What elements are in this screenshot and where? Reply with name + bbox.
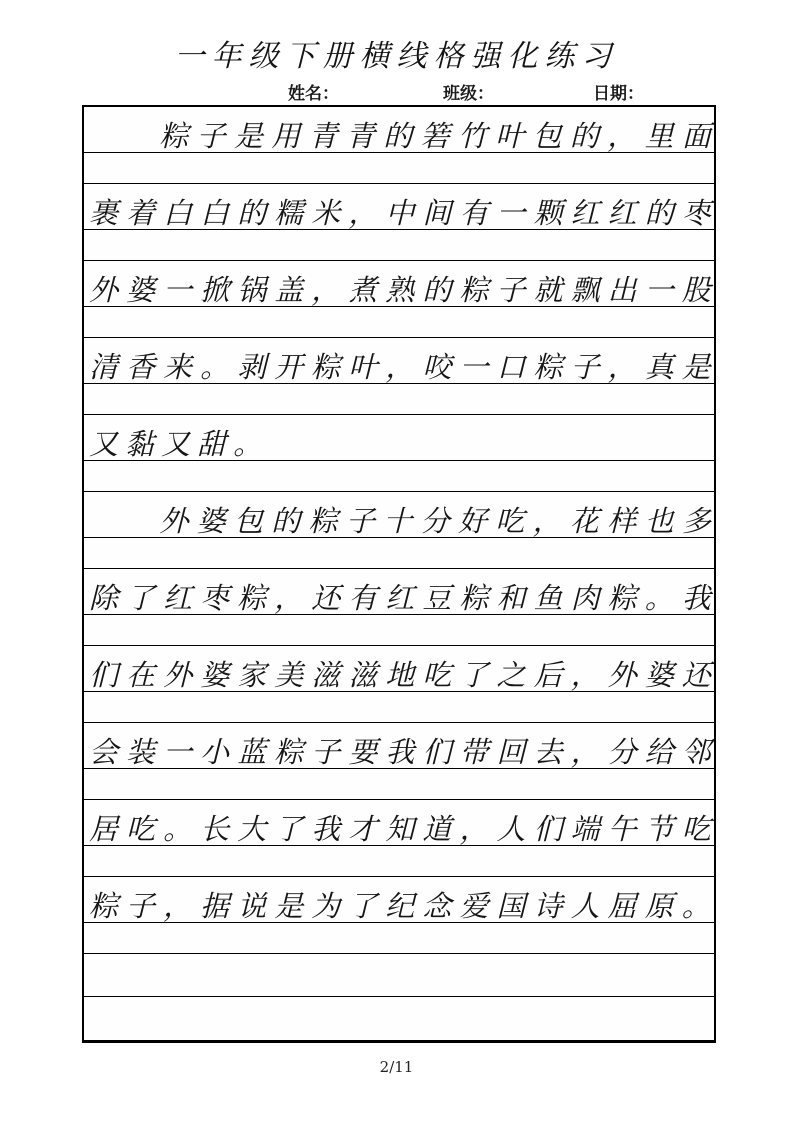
ruled-blank-line (84, 230, 714, 261)
ruled-blank-line (84, 846, 714, 877)
practice-line: 外 婆 一 掀 锅 盖 ， 煮 熟 的 粽 子 就 飘 出 一 股 (84, 261, 714, 307)
ruled-blank-line (84, 538, 714, 569)
practice-line: 居 吃 。 长 大 了 我 才 知 道 ， 人 们 端 午 节 吃 (84, 800, 714, 846)
practice-line: 除 了 红 枣 粽 ， 还 有 红 豆 粽 和 鱼 肉 粽 。 我 (84, 569, 714, 615)
practice-line: 外 婆 包 的 粽 子 十 分 好 吃 ， 花 样 也 多 (84, 492, 714, 538)
practice-line: 清 香 来 。 剥 开 粽 叶 ， 咬 一 口 粽 子 ， 真 是 (84, 338, 714, 384)
class-label: 班级： (443, 84, 494, 104)
practice-line: 又 黏 又 甜 。 (84, 415, 714, 461)
ruled-blank-line (84, 954, 714, 997)
practice-sheet (82, 105, 716, 1043)
ruled-blank-line (84, 692, 714, 723)
name-label: 姓名： (288, 84, 339, 104)
ruled-blank-line (84, 461, 714, 492)
practice-line: 会 装 一 小 蓝 粽 子 要 我 们 带 回 去 ， 分 给 邻 (84, 723, 714, 769)
header-row (0, 79, 793, 103)
page-number: 2/11 (379, 1058, 414, 1076)
page-title: 一年级下册横线格强化练习 (174, 39, 619, 74)
practice-line: 裹 着 白 白 的 糯 米 ， 中 间 有 一 颗 红 红 的 枣 (84, 184, 714, 230)
ruled-blank-line (84, 384, 714, 415)
practice-line: 粽 子 ， 据 说 是 为 了 纪 念 爱 国 诗 人 屈 原 。 (84, 877, 714, 923)
practice-line: 们 在 外 婆 家 美 滋 滋 地 吃 了 之 后 ， 外 婆 还 (84, 646, 714, 692)
ruled-blank-line (84, 769, 714, 800)
ruled-blank-line (84, 923, 714, 954)
practice-line: 粽 子 是 用 青 青 的 箬 竹 叶 包 的 ， 里 面 (84, 107, 714, 153)
ruled-blank-line (84, 153, 714, 184)
date-label: 日期： (593, 84, 644, 104)
ruled-blank-line (84, 615, 714, 646)
ruled-blank-line (84, 997, 714, 1040)
ruled-blank-line (84, 307, 714, 338)
